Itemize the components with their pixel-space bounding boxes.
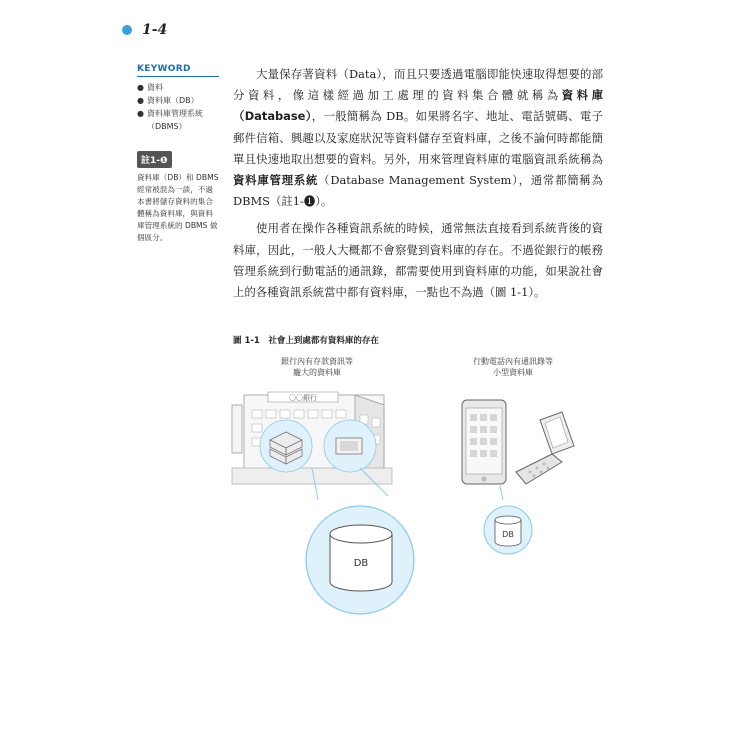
atm-screen-icon xyxy=(336,438,362,454)
bank-sign: 〇〇銀行 xyxy=(289,394,317,402)
keyword-item: ● 資料 xyxy=(137,83,163,92)
db-label-small: DB xyxy=(502,530,514,539)
keyword-title: KEYWORD xyxy=(137,64,219,77)
bullet-icon: ● xyxy=(137,109,144,118)
page-number-text: 1-4 xyxy=(142,22,168,38)
keyword-item: ● 資料庫管理系統（DBMS） xyxy=(137,109,203,131)
db-cylinder-icon xyxy=(330,525,392,591)
paragraph-1: 大量保存著資料（Data），而且只要透過電腦即能快速取得想要的部分資料，像這樣經過加工處理的資料集合體就稱為資料庫（Database），一般簡稱為 DB。如果將名字、地址、電話號碼、電子郵件信箱、興趣以及家庭狀況等資料儲存至資料庫，之後不論何時都能簡單且快速地取出想要的資料。另外，用來管理資料庫的電腦資訊系統稱為資料庫管理系統（Database Management System），通常都簡稱為 DBMS（註1-❶）。 xyxy=(233,67,603,209)
flip-phone-icon xyxy=(516,412,574,484)
db-label-big: DB xyxy=(353,558,369,569)
bullet-icon: ● xyxy=(137,83,144,92)
smartphone-icon xyxy=(462,400,506,484)
phone-label: 行動電話內有通訊錄等 小型資料庫 xyxy=(473,357,553,377)
bullet-icon: ● xyxy=(137,96,144,105)
note-text: 資料庫（DB）和 DBMS 經常被混為一談，不過本書將儲存資料的集合體稱為資料庫，與資料庫管理系統的 DBMS 做個區分。 xyxy=(137,173,219,242)
db-small-cylinder-icon xyxy=(495,516,521,546)
bank-label: 銀行內有存款資訊等 龐大的資料庫 xyxy=(281,357,353,377)
paragraph-2: 使用者在操作各種資訊系統的時候，通常無法直接看到系統背後的資料庫，因此，一般人大概都不會察覺到資料庫的存在。不過從銀行的帳務管理系統到行動電話的通訊錄，都需要使用到資料庫的功能，如果說社會上的各種資訊系統當中都有資料庫，一點也不為過（圖 1-1）。 xyxy=(233,221,603,300)
figure-caption: 圖 1-1 社會上到處都有資料庫的存在 xyxy=(233,336,379,346)
keyword-item: ● 資料庫（DB） xyxy=(137,96,199,105)
note-tag: 註1-❶ xyxy=(137,151,172,168)
